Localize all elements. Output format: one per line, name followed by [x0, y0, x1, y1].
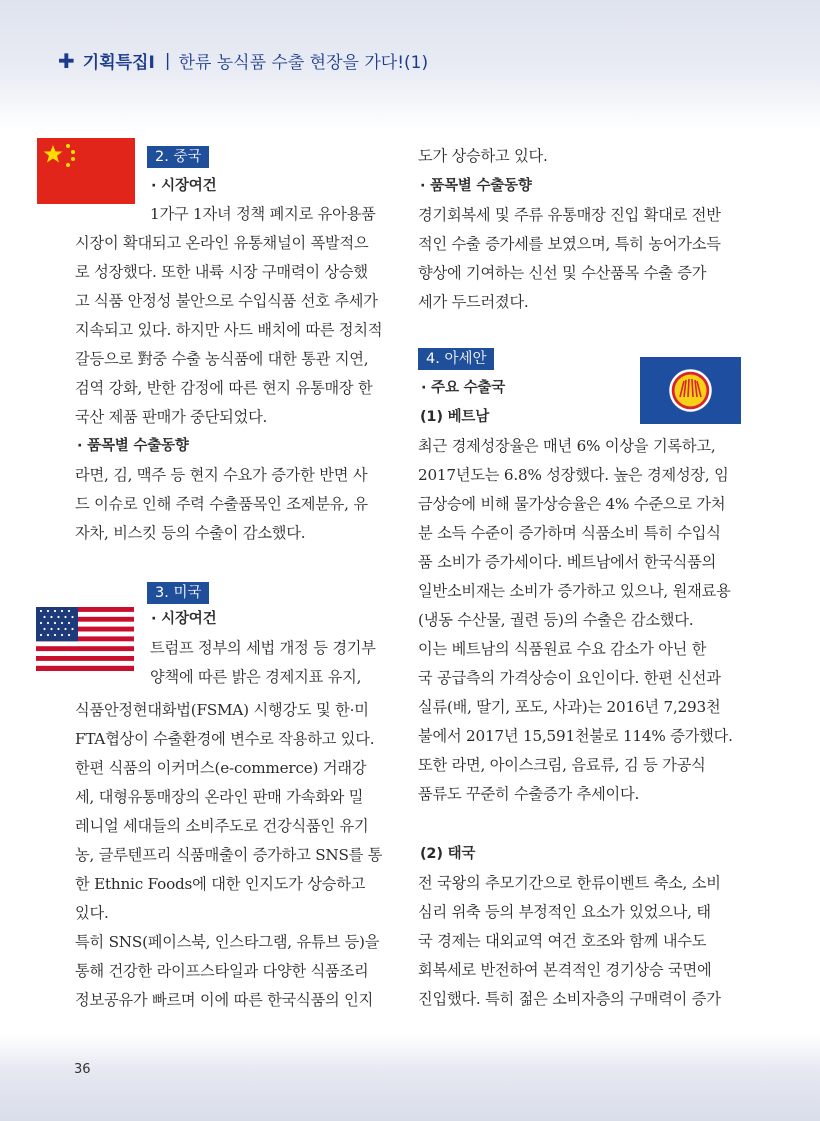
usa-continued-line: 도가 상승하고 있다.: [418, 147, 548, 165]
section-usa-label: 3. 미국: [147, 582, 209, 604]
thailand-line: 전 국왕의 추모기간으로 한류이벤트 축소, 소비: [418, 874, 721, 892]
usa-market-line: FTA협상이 수출환경에 변수로 작용하고 있다.: [75, 730, 375, 748]
page-header: [58, 48, 428, 73]
china-market-line: 검역 강화, 반한 감정에 따른 현지 유통매장 한: [75, 379, 373, 397]
usa-market-line: 양책에 따른 밝은 경제지표 유지,: [150, 668, 362, 686]
vietnam-line: 국 공급측의 가격상승이 요인이다. 한편 신선과: [418, 669, 721, 687]
usa-market-line: 정보공유가 빠르며 이에 따른 한국식품의 인지: [75, 991, 374, 1009]
china-trend-heading: · 품목별 수출동향: [77, 438, 189, 454]
usa-market-line: 한 Ethnic Foods에 대한 인지도가 상승하고: [75, 875, 366, 893]
china-market-line: 1가구 1자녀 정책 폐지로 유아용품: [150, 205, 376, 223]
china-trend-line: 라면, 김, 맥주 등 현지 수요가 증가한 반면 사: [75, 466, 368, 484]
header-separator: |: [164, 50, 171, 71]
usa-market-line: 트럼프 정부의 세법 개정 등 경기부: [150, 639, 376, 657]
plus-icon: ✚: [58, 48, 75, 73]
vietnam-heading: (1) 베트남: [420, 409, 490, 425]
china-market-line: 로 성장했다. 또한 내륙 시장 구매력이 상승했: [75, 263, 368, 281]
section-asean-label: 4. 아세안: [418, 348, 494, 370]
china-market-heading: · 시장여건: [151, 178, 217, 194]
vietnam-line: (냉동 수산물, 궐련 등)의 수출은 감소했다.: [418, 611, 694, 629]
thailand-line: 심리 위축 등의 부정적인 요소가 있었으나, 태: [418, 903, 711, 921]
usa-market-line: 통해 건강한 라이프스타일과 다양한 식품조리: [75, 962, 369, 980]
page-number: 36: [74, 1062, 91, 1077]
china-flag-icon: [37, 138, 135, 204]
vietnam-line: 금상승에 비해 물가상승율은 4% 수준으로 가처: [418, 495, 726, 513]
usa-trend-line: 경기회복세 및 주류 유통매장 진입 확대로 전반: [418, 206, 721, 224]
asean-flag-icon: [640, 357, 741, 424]
usa-trend-line: 향상에 기여하는 신선 및 수산품목 수출 증가: [418, 264, 707, 282]
vietnam-line: 불에서 2017년 15,591천불로 114% 증가했다.: [418, 727, 733, 745]
vietnam-line: 품류도 꾸준히 수출증가 추세이다.: [418, 785, 640, 803]
asean-market-heading: · 주요 수출국: [421, 380, 506, 396]
header-special-label: 기획특집Ⅰ: [82, 53, 155, 73]
vietnam-line: 품 소비가 증가세이다. 베트남에서 한국식품의: [418, 553, 717, 571]
vietnam-line: 분 소득 수준이 증가하며 식품소비 특히 수입식: [418, 524, 721, 542]
usa-market-line: 한편 식품의 이커머스(e-commerce) 거래강: [75, 759, 367, 777]
usa-market-line: 식품안정현대화법(FSMA) 시행강도 및 한·미: [75, 701, 369, 719]
thailand-line: 국 경제는 대외교역 여건 호조와 함께 내수도: [418, 932, 707, 950]
china-trend-line: 드 이슈로 인해 주력 수출품목인 조제분유, 유: [75, 495, 368, 513]
vietnam-line: 실류(배, 딸기, 포도, 사과)는 2016년 7,293천: [418, 698, 721, 716]
usa-market-line: 특히 SNS(페이스북, 인스타그램, 유튜브 등)을: [75, 933, 380, 951]
section-china-label: 2. 중국: [147, 146, 209, 168]
usa-market-heading: · 시장여건: [151, 611, 217, 627]
usa-market-line: 있다.: [75, 904, 109, 922]
footer-band: [0, 1035, 820, 1121]
thailand-line: 회복세로 반전하여 본격적인 경기상승 국면에: [418, 961, 712, 979]
usa-market-line: 세, 대형유통매장의 온라인 판매 가속화와 밀: [75, 788, 364, 806]
vietnam-line: 2017년도는 6.8% 성장했다. 높은 경제성장, 임: [418, 466, 729, 484]
usa-trend-line: 적인 수출 증가세를 보였으며, 특히 농어가소득: [418, 235, 721, 253]
usa-trend-heading: · 품목별 수출동향: [420, 178, 532, 194]
us-flag-icon: [36, 607, 134, 671]
thailand-heading: (2) 태국: [420, 846, 476, 862]
china-market-line: 시장이 확대되고 온라인 유통채널이 폭발적으: [75, 234, 369, 252]
china-trend-line: 자차, 비스킷 등의 수출이 감소했다.: [75, 524, 306, 542]
vietnam-line: 일반소비재는 소비가 증가하고 있으나, 원재료용: [418, 582, 731, 600]
usa-market-line: 레니얼 세대들의 소비주도로 건강식품인 유기: [75, 817, 369, 835]
china-market-line: 고 식품 안정성 불안으로 수입식품 선호 추세가: [75, 292, 378, 310]
china-market-line: 국산 제품 판매가 중단되었다.: [75, 408, 268, 426]
vietnam-line: 최근 경제성장율은 매년 6% 이상을 기록하고,: [418, 437, 716, 455]
header-title: 한류 농식품 수출 현장을 가다!(1): [178, 53, 429, 73]
china-market-line: 갈등으로 對중 수출 농식품에 대한 통관 지연,: [75, 350, 369, 368]
vietnam-line: 또한 라면, 아이스크림, 음료류, 김 등 가공식: [418, 756, 706, 774]
vietnam-line: 이는 베트남의 식품원료 수요 감소가 아닌 한: [418, 640, 707, 658]
china-market-line: 지속되고 있다. 하지만 사드 배치에 따른 정치적: [75, 321, 383, 339]
thailand-line: 진입했다. 특히 젊은 소비자층의 구매력이 증가: [418, 990, 721, 1008]
usa-market-line: 농, 글루텐프리 식품매출이 증가하고 SNS를 통: [75, 846, 383, 864]
usa-trend-line: 세가 두드러졌다.: [418, 293, 529, 311]
